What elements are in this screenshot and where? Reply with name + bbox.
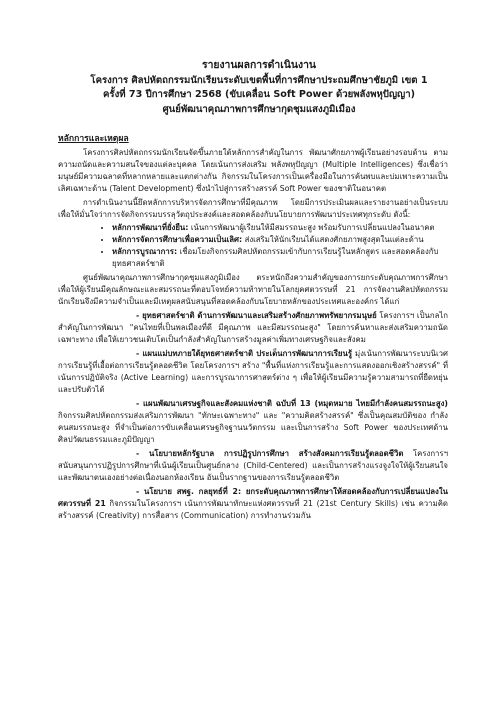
policy-item [58, 486, 448, 522]
policy-text: กิจกรรมในโครงการฯ เน้นการพัฒนาทักษะแห่งศตวรรษที่ 21 (21st Century Skills) เช่น ความคิดสร้างสรรค์ (Creativity) การสื่อสาร (Communication) การทำงานร่วมกัน [58, 499, 448, 521]
bullet-label: หลักการจัดการศึกษาเพื่อความเป็นเลิศ: [112, 235, 243, 245]
list-item [112, 234, 448, 246]
bullet-text: เน้นการพัฒนาผู้เรียนให้มีสมรรถนะสูง พร้อมรับการเปลี่ยนแปลงในอนาคต [188, 223, 435, 233]
center-name: ศูนย์พัฒนาคุณภาพการศึกษากุดชุมแสงภูมิเมือง [162, 103, 356, 115]
policy-text: โครงการฯ เป็นกลไกสำคัญในการพัฒนา "คนไทยที่เป็นพลเมืองที่ดี มีคุณภาพ และมีสมรรถนะสูง" โดยการค้นหาและส่งเสริมความถนัดเฉพาะทาง เพื่อให้เยาวชนเติบโตเป็นกำลังสำคัญในการสร้างมูลค่าเพิ่มทางเศรษฐกิจและสังคม [58, 311, 448, 345]
bullet-text: เชื่อมโยงกิจกรรมศิลปหัตถกรรมเข้ากับการเรียนรู้ในหลักสูตร และสอดคล้องกับยุทธศาสตร์ชาติ [112, 247, 439, 269]
list-item [112, 246, 448, 270]
bullet-label: หลักการบูรณาการ: [112, 247, 178, 257]
paragraph-2: การดำเนินงานนี้ยึดหลักการบริหารจัดการศึกษาที่มีคุณภาพ โดยมีการประเมินผลและรายงานอย่างเป็นระบบ เพื่อให้มั่นใจว่าการจัดกิจกรรมบรรลุวัตถุประสงค์และสอดคล้องกับนโยบายการพัฒนาประเทศทุกระดับ ดังนี้: [58, 198, 448, 220]
project-name: โครงการ ศิลปหัตถกรรมนักเรียนระดับเขตพื้นที่การศึกษาประถมศึกษาชัยภูมิ เขต 1 [90, 74, 428, 86]
paragraph-3: ศูนย์พัฒนาคุณภาพการศึกษากุดชุมแสงภูมิเมือง ตระหนักถึงความสำคัญของการยกระดับคุณภาพการศึกษา เพื่อให้ผู้เรียนมีคุณลักษณะและสมรรถนะที่ตอบโจทย์ความท้าทายในโลกยุคศตวรรษที่ 21 การจัดงานศิลปหัตถกรรมนักเรียนจึงมีความจำเป็นและมีเหตุผลสนับสนุนที่สอดคล้องกับนโยบายหลักของประเทศและองค์กร ได้แก่ [58, 273, 448, 307]
section-heading: หลักการและเหตุผล [58, 134, 129, 145]
bullet-text: ส่งเสริมให้นักเรียนได้แสดงศักยภาพสูงสุดในแต่ละด้าน [242, 235, 424, 245]
report-title: รายงานผลการดำเนินงาน [201, 59, 317, 71]
policy-item [58, 310, 448, 346]
report-title-block [70, 58, 448, 117]
policy-label: - แผนแม่บทภายใต้ยุทธศาสตร์ชาติ ประเด็นการพัฒนาการเรียนรู้ [136, 349, 353, 359]
policy-text: มุ่งเน้นการพัฒนาระบบนิเวศการเรียนรู้ที่เอื้อต่อการเรียนรู้ตลอดชีวิต โดยโครงการฯ สร้าง "พื้นที่แห่งการเรียนรู้และการแสดงออกเชิงสร้างสรรค์" ที่เน้นการปฏิบัติจริง (Active Learning) และการบูรณาการศาสตร์ต่าง ๆ เพื่อให้ผู้เรียนมีความรู้ความสามารถที่ยืดหยุ่นและปรับตัวได้ [58, 349, 449, 395]
policy-text: กิจกรรมศิลปหัตถกรรมส่งเสริมการพัฒนา "ทักษะเฉพาะทาง" และ "ความคิดสร้างสรรค์" ซึ่งเป็นคุณสมบัติของ กำลังคนสมรรถนะสูง ที่จำเป็นต่อการขับเคลื่อนเศรษฐกิจฐานนวัตกรรม และเป็นการสร้าง Soft Power ของประเทศด้านศิลปวัฒนธรรมและภูมิปัญญา [58, 411, 448, 445]
policy-item [58, 348, 448, 396]
principles-list [58, 222, 448, 270]
policy-label: - นโยบาย สพฐ. กลยุทธ์ที่ 2: ยกระดับคุณภาพการศึกษาให้สอดคล้องกับการเปลี่ยนแปลงในศตวรรษที่ 21 [58, 487, 448, 509]
policy-label: - นโยบายหลักรัฐบาล การปฏิรูปการศึกษา สร้างสังคมการเรียนรู้ตลอดชีวิต [136, 449, 404, 459]
policy-label: - แผนพัฒนาเศรษฐกิจและสังคมแห่งชาติ ฉบับที่ 13 (หมุดหมาย ไทยมีกำลังคนสมรรถนะสูง) [136, 399, 448, 409]
paragraph-1: โครงการศิลปหัตถกรรมนักเรียนจัดขึ้นภายใต้หลักการสำคัญในการ พัฒนาศักยภาพผู้เรียนอย่างรอบด้าน ตามความถนัดและความสนใจของแต่ละบุคคล โดยเน้นการส่งเสริม พลังพหุปัญญา (Multiple Intelligences) ซึ่งเชื่อว่ามนุษย์มีความฉลาดที่หลากหลายและแตกต่างกัน กิจกรรมในโครงการเป็นเครื่องมือในการค้นพบและบ่มเพาะความเป็นเลิศเฉพาะด้าน (Talent Development) ซึ่งนำไปสู่การสร้างสรรค์ Soft Power ของชาติในอนาคต [58, 148, 448, 194]
list-item [112, 222, 448, 234]
policy-text: โครงการฯ สนับสนุนการปฏิรูปการศึกษาที่เน้นผู้เรียนเป็นศูนย์กลาง (Child-Centered) และเป็นการสร้างแรงจูงใจให้ผู้เรียนสนใจและพัฒนาตนเองอย่างต่อเนื่องนอกห้องเรียน อันเป็นรากฐานของการเรียนรู้ตลอดชีวิต [58, 449, 448, 483]
bullet-label: หลักการพัฒนาที่ยั่งยืน: [112, 223, 189, 233]
policy-item [58, 398, 448, 446]
project-edition: ครั้งที่ 73 ปีการศึกษา 2568 (ขับเคลื่อน Soft Power ด้วยพลังพหุปัญญา) [103, 89, 415, 101]
policy-label: - ยุทธศาสตร์ชาติ ด้านการพัฒนาและเสริมสร้างศักยภาพทรัพยากรมนุษย์ [136, 311, 377, 321]
policy-item [58, 448, 448, 484]
